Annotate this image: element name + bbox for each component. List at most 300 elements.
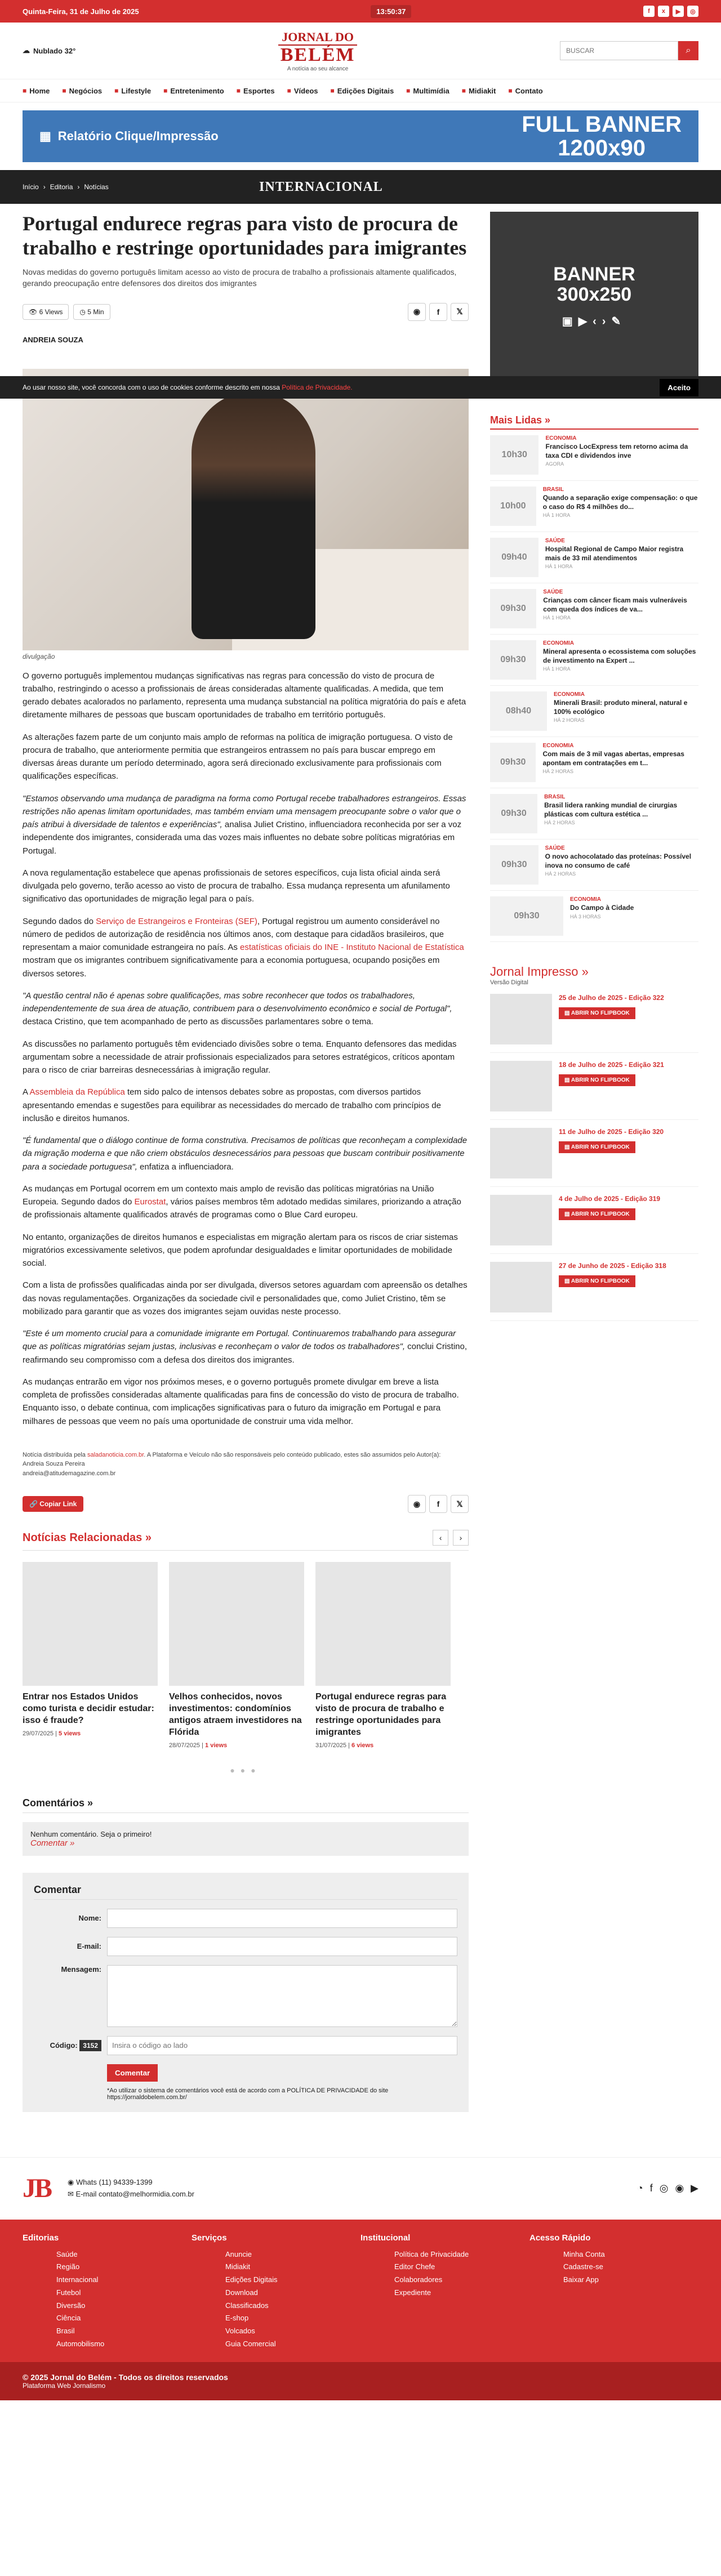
news-title: Mineral apresenta o ecossistema com soluções de investimento na Expert ... [543,648,696,664]
section-title: INTERNACIONAL [259,179,383,194]
breadcrumb [23,183,259,191]
latest-news-item[interactable] [490,840,698,891]
paragraph: Com a lista de profissões qualificadas ainda por ser divulgada, diversos setores aguardam com apreensão os detalhes das novas regulamentações. Organizações da sociedade civil e personalidades que, como Juliet Cristino, têm se mobilizado para garantir que as vozes dos imigrantes sejam ouvidas neste processo. [23,1280,468,1316]
code-label-text: Código: [50,2041,78,2050]
privacy-notice: *Ao utilizar o sistema de comentários você está de acordo com a POLÍTICA DE PRIVACIDADE do site https://jornaldobelem.com.br/ [107,2087,389,2101]
views-badge [23,304,69,320]
nav-item-9[interactable] [508,87,542,95]
nav-label: Lifestyle [121,86,152,95]
date-text: 28/07/2025 | [169,1742,206,1749]
edition-item [490,1053,698,1120]
edition-cover[interactable] [490,994,552,1044]
clock: 13:50:37 [371,5,411,18]
book-icon: ▤ [564,1144,571,1150]
no-comments-text: Nenhum comentário. Seja o primeiro! [30,1829,152,1838]
views-text: 5 views [59,1730,81,1737]
eye-icon: 👁 [29,307,39,316]
nav-label: Multimídia [413,86,449,95]
nav-label: Midiakit [468,86,496,95]
code-label [34,2041,101,2050]
news-category: ECONOMIA [543,640,575,646]
search-form [560,41,698,60]
video-icon: ■ [287,87,291,95]
nav-label: Home [29,86,50,95]
news-time: 09h30 [490,896,563,936]
comment-cta-link[interactable]: Comentar » [30,1838,75,1848]
captcha-code: 3152 [79,2040,101,2051]
open-flipbook-button[interactable] [559,1141,635,1153]
ine-link[interactable]: estatísticas oficiais do INE - Instituto Nacional de Estatística [240,943,464,953]
footer-link[interactable]: Expediente [394,2288,431,2297]
edition-name: 4 de Julho de 2025 - Edição 319 [559,1195,661,1203]
breadcrumb-sep: › [43,183,46,191]
edition-item [490,1120,698,1187]
news-time: 09h30 [490,743,536,782]
footer-bottom [0,2362,721,2400]
nav-item-8[interactable] [462,87,496,95]
related-card-date [169,1742,304,1749]
news-title: Do Campo à Cidade [570,904,634,912]
news-title: Hospital Regional de Campo Maior registra mais de 33 mil atendimentos [545,545,684,562]
paragraph: O governo português implementou mudanças significativas nas regras para concessão do visto de procura de trabalho, restringindo o acesso a profissionais de áreas consideradas altamente qualificadas. A medida, que tem gerado debates acalorados no parlamento, representa uma mudança substancial na política migratória do país e afeta diretamente milhares de pessoas que buscam oportunidades de trabalho em território português. [23,671,466,720]
related-card-date [23,1730,158,1737]
facebook-icon[interactable]: f [643,6,655,17]
breadcrumb-home[interactable]: Início [23,183,39,191]
related-card-title: Portugal endurece regras para visto de procura de trabalho e restringe oportunidades para imigrantes [315,1692,447,1737]
footer-column-title: Acesso Rápido [529,2233,591,2243]
footer-link[interactable]: Automobilismo [56,2339,105,2348]
open-flipbook-button[interactable] [559,1275,635,1287]
footer-phone: Whats (11) 94339-1399 [75,2177,153,2186]
nav-item-2[interactable] [114,87,151,95]
email-label: E-mail: [77,1942,101,1950]
nav-label: Vídeos [293,86,318,95]
footer-link[interactable]: Midiakit [225,2262,251,2271]
footer-link[interactable]: Volcados [225,2327,255,2335]
copy-link-button[interactable] [23,1496,83,1512]
edition-name: 25 de Julho de 2025 - Edição 322 [559,994,664,1002]
nav-item-5[interactable] [287,87,318,95]
nav-item-6[interactable] [331,87,394,95]
edition-item [490,1187,698,1254]
news-ago: HÁ 1 HORA [545,564,573,570]
footer-link[interactable]: Colaboradores [394,2275,443,2284]
news-category: SAÚDE [543,589,563,595]
x-share-icon[interactable]: 𝕏 [451,1495,469,1513]
footer-link[interactable]: Internacional [56,2275,99,2284]
book-icon: ▤ [564,1278,571,1284]
photo-person [192,391,315,639]
source-email: andreia@atitudemagazine.com.br [23,1470,116,1477]
site-logo[interactable] [278,30,357,72]
edition-cover[interactable] [490,1262,552,1312]
views-text: 6 views [351,1742,374,1749]
news-title: Minerali Brasil: produto mineral, natural e 100% ecológico [554,699,688,716]
news-title: Crianças com câncer ficam mais vulneráveis com queda dos índices de va... [543,596,687,613]
youtube-icon[interactable]: ▶ [691,2182,698,2194]
whatsapp-icon[interactable]: ◉ [675,2182,684,2194]
flipbook-label: ABRIR NO FLIPBOOK [571,1010,630,1016]
footer-link[interactable]: Guia Comercial [225,2339,276,2348]
edition-item [490,986,698,1053]
news-time: 09h40 [490,538,538,577]
submit-comment-button[interactable]: Comentar [107,2064,158,2082]
copy-link-label: Copiar Link [39,1500,77,1508]
footer-column [360,2233,529,2351]
edition-cover[interactable] [490,1128,552,1178]
edition-item [490,1254,698,1321]
footer-link[interactable]: Diversão [56,2301,86,2310]
facebook-share-icon[interactable]: f [429,1495,447,1513]
footer-column [192,2233,360,2351]
quote: "É fundamental que o diálogo continue de forma construtiva. Precisamos de políticas que reconheçam a complexidade da migração moderna e que não criem obstáculos desnecessários para pessoas que buscam contribuir positivamente para a sociedade portuguesa", [23,1136,468,1172]
paragraph [23,1134,469,1173]
paragraph-text: As mudanças em Portugal ocorrem em um contexto mais amplo de revisão das políticas migratórias na União Europeia. Segundo dados do [23,1184,434,1207]
news-time: 09h30 [490,640,536,680]
source-text: . A Plataforma e Veículo não são responsáveis pelo conteúdo publicado, estes são assumidos pelo Autor(a): [144,1451,441,1458]
news-title: Quando a separação exige compensação: o que o caso do R$ 4 milhões do... [542,494,698,511]
news-title: Com mais de 3 mil vagas abertas, empresas apontam em contratações em t... [542,750,684,767]
paragraph: A nova regulamentação estabelece que apenas profissionais de setores específicos, cuja lista oficial ainda será divulgada pelo governo, terão acesso ao visto de procura de trabalho. Essa mudança representa um afunilamento significativo das oportunidades de migração legal para o país. [23,868,450,904]
banner-size [522,113,682,160]
flipbook-label: ABRIR NO FLIPBOOK [571,1144,630,1150]
briefcase-icon: ■ [62,87,66,95]
latest-news-item[interactable] [490,430,698,481]
sidebar-banner-ad[interactable] [490,212,698,381]
editions-list [490,986,698,1321]
latest-news-item[interactable] [490,481,698,532]
header [0,23,721,79]
home-icon: ■ [23,87,27,95]
cookie-accept-button[interactable]: Aceito [660,379,698,396]
news-category: ECONOMIA [542,743,574,749]
news-ago: AGORA [545,461,564,467]
nav-item-3[interactable] [163,87,224,95]
footer-link[interactable]: Região [56,2262,80,2271]
footer-column [23,2233,192,2351]
news-time: 10h30 [490,435,538,475]
related-thumbnail [169,1562,304,1686]
clock-icon: ◷ [79,307,88,316]
footer-link[interactable]: Edições Digitais [225,2275,278,2284]
sef-link[interactable]: Serviço de Estrangeiros e Fronteiras (SEF) [96,916,257,926]
ad-line2: 300x250 [557,283,632,305]
flipbook-label: ABRIR NO FLIPBOOK [571,1077,630,1083]
book-icon: ▤ [564,1211,571,1217]
related-card[interactable] [169,1562,304,1748]
breadcrumb-editoria[interactable]: Editoria [50,183,73,191]
footer-social [637,2182,698,2194]
paragraph-text: destaca Cristino, que tem acompanhado de perto as discussões parlamentares sobre o tema. [23,1017,373,1027]
top-bar [0,0,721,23]
news-ago: HÁ 2 HORAS [554,717,585,724]
news-time: 09h30 [490,845,538,885]
youtube-icon[interactable]: ▶ [673,6,684,17]
date-text: 31/07/2025 | [315,1742,352,1749]
breadcrumb-sep: › [77,183,80,191]
next-arrow-icon[interactable]: › [453,1530,469,1546]
chart-icon: ▦ [39,129,51,143]
related-carousel [23,1562,469,1748]
footer-link[interactable]: Baixar App [563,2275,599,2284]
date-text: 29/07/2025 | [23,1730,59,1737]
related-card-date [315,1742,451,1749]
paragraph [23,1086,469,1125]
news-title: Brasil lidera ranking mundial de cirurgias plásticas com cultura estética ... [544,801,678,818]
latest-news-item[interactable] [490,891,698,942]
flipbook-label: ABRIR NO FLIPBOOK [571,1278,630,1284]
facebook-share-icon[interactable]: f [429,303,447,321]
latest-news-list [490,430,698,942]
related-card-title: Velhos conhecidos, novos investimentos: condomínios antigos atraem investidores na Flórida [169,1692,302,1737]
latest-news-item[interactable] [490,583,698,635]
section-bar [0,170,721,204]
open-flipbook-button[interactable] [559,1007,635,1019]
instagram-icon[interactable]: ◎ [659,2182,669,2194]
news-category: BRASIL [542,486,564,493]
article-body [23,669,469,1428]
weather-text: Nublado 32° [33,46,76,55]
source-note [23,1450,469,1479]
article-column [23,212,469,2112]
author-name: ANDREIA SOUZA [23,335,83,344]
banner-size-line1: FULL BANNER [522,112,682,137]
privacy-link[interactable]: Política de Privacidade. [282,383,353,391]
book-icon: ▤ [564,1077,571,1083]
latest-news-item[interactable] [490,532,698,583]
related-card[interactable] [23,1562,158,1748]
impresso-title: Jornal Impresso » [490,965,589,979]
message-field[interactable] [107,1965,457,2027]
footer-column [529,2233,698,2351]
views-text: 1 views [205,1742,228,1749]
article-subtitle: Novas medidas do governo português limitam acesso ao visto de procura de trabalho a profissionais altamente qualificados, gerando preocupação entre defensores dos direitos dos imigrantes [23,267,457,288]
nav-item-7[interactable] [406,87,449,95]
whatsapp-icon[interactable]: ◉ [408,1495,426,1513]
comments-title: Comentários » [23,1797,469,1813]
banner-left [39,129,219,144]
ball-icon: ■ [236,87,241,95]
paragraph-text: analisa Juliet Cristino, influenciadora reconhecida por ser a voz independente dos imigrantes, considerada uma das vozes mais influentes no debate sobre políticas migratórias em Portugal. [23,820,462,856]
news-ago: HÁ 2 HORAS [542,769,573,775]
logo-tagline: A notícia ao seu alcance [287,65,349,72]
logo-line1: JORNAL DO [278,30,357,46]
edition-name: 11 de Julho de 2025 - Edição 320 [559,1128,664,1136]
quote: "Este é um momento crucial para a comunidade imigrante em Portugal. Continuaremos trabalhando para assegurar que as políticas migratórias sejam justas, inclusivas e reconheçam o valor de todos os trabalhadores", [23,1329,456,1352]
instagram-icon[interactable]: ◎ [687,6,698,17]
paragraph-text: tem sido palco de intensos debates sobre as propostas, com diversos partidos apresentando emendas e sugestões para equilibrar as necessidades do mercado de trabalho com princípios de inclusão e direitos humanos. [23,1087,441,1123]
paragraph [23,1182,469,1222]
paragraph-text: A [23,1087,30,1097]
news-ago: HÁ 1 HORA [542,512,571,519]
rss-icon[interactable]: ◔ [637,2182,643,2194]
news-time: 10h00 [490,486,536,526]
search-icon: ⌕ [686,46,691,55]
related-card-title: Entrar nos Estados Unidos como turista e decidir estudar: isso é fraude? [23,1692,154,1725]
news-ago: HÁ 1 HORA [543,615,571,621]
media-icons: ▣▶‹›✎ [562,315,627,328]
footer-link[interactable]: Classificados [225,2301,269,2310]
current-date: Quinta-Feira, 31 de Julho de 2025 [23,7,139,16]
nav-item-0[interactable] [23,87,50,95]
name-label: Nome: [78,1914,101,1922]
book-icon: ■ [330,87,335,95]
news-ago: HÁ 2 HORAS [545,871,576,877]
x-share-icon[interactable]: 𝕏 [451,303,469,321]
nav-item-1[interactable] [62,87,102,95]
assembleia-link[interactable]: Assembleia da República [29,1087,125,1097]
footer-link[interactable]: Minha Conta [563,2249,605,2258]
eurostat-link[interactable]: Eurostat [134,1197,166,1207]
footer-link[interactable]: Ciência [56,2314,81,2323]
footer-column-title: Institucional [360,2233,411,2243]
news-time: 09h30 [490,589,536,628]
carousel-dots[interactable]: ●●● [230,1765,261,1775]
footer-link[interactable]: Saúde [56,2249,78,2258]
paragraph [23,792,469,858]
paragraph-text: mostram que os imigrantes contribuem significativamente para a economia portuguesa, ocupando posições em diversos setores. [23,956,440,979]
code-field[interactable] [107,2036,457,2055]
search-input[interactable] [560,41,678,60]
news-category: ECONOMIA [570,896,601,903]
edition-cover[interactable] [490,1195,552,1245]
read-time: 5 Min [87,307,104,316]
nav-label: Contato [515,86,543,95]
footer-logo[interactable]: JB [23,2173,51,2203]
nav-label: Entretenimento [170,86,224,95]
paragraph: As discussões no parlamento português têm evidenciado divisões sobre o tema. Enquanto defensores das medidas argumentam sobre a necessidade de atrair profissionais especializados para setores estratégicos, críticos apontam para o risco de criar barreiras desnecessárias à imigração regular. [23,1039,457,1075]
footer-top [0,2157,721,2220]
weather-widget [23,46,75,55]
nav-item-4[interactable] [237,87,275,95]
footer-link[interactable]: Futebol [56,2288,81,2297]
footer-column-title: Serviços [192,2233,227,2243]
cookie-text [23,383,353,391]
footer-link[interactable]: Anuncie [225,2249,252,2258]
ad-line1: BANNER [553,263,635,285]
share-buttons [408,303,469,321]
article-photo [23,369,469,650]
paragraph [23,989,469,1029]
open-flipbook-button[interactable] [559,1074,635,1086]
comments-section [23,1797,469,2112]
email-field[interactable] [107,1937,457,1956]
footer-column-title: Editorias [23,2233,59,2243]
search-button[interactable] [678,41,698,60]
quote: "Estamos observando uma mudança de paradigma na forma como Portugal recebe trabalhadores estrangeiros. Essas restrições não apenas limitam oportunidades, mas também enviam uma mensagem preocupante sobre o valor que o país atribui à diversidade de talentos e experiências", [23,793,466,830]
footer-link[interactable]: Política de Privacidade [394,2249,469,2258]
news-category: ECONOMIA [545,435,577,441]
footer-contact [68,2177,637,2200]
logo-line2: BELÉM [280,44,355,65]
edition-name: 18 de Julho de 2025 - Edição 321 [559,1061,664,1069]
source-author: Andreia Souza Pereira [23,1461,85,1468]
latest-news-item[interactable] [490,737,698,788]
message-label: Mensagem: [61,1965,101,1974]
article-title: Portugal endurece regras para visto de procura de trabalho e restringe oportunidades para imigrantes [23,212,467,260]
views-count: 6 Views [39,307,63,316]
quote: "A questão central não é apenas sobre qualificações, mas sobre reconhecer que todos os trabalhadores, independentemente de sua área de atuação, contribuem para o desenvolvimento econômico e social de Portugal", [23,990,452,1014]
news-title: O novo achocolatado das proteínas: Possível inova no consumo de café [545,852,692,869]
comment-form-title: Comentar [34,1884,457,1900]
open-flipbook-button[interactable] [559,1208,635,1220]
footer-link[interactable]: Brasil [56,2327,75,2335]
paragraph: No entanto, organizações de direitos humanos e especialistas em migração alertam para os riscos de criar sistemas migratórios excessivamente seletivos, que podem aprofundar desigualdades e limitar oportunidades de mobilidade social. [23,1232,458,1269]
sidebar [490,212,698,2112]
book-icon: ▤ [564,1010,571,1016]
mail-icon: ✉ [68,2189,76,2198]
paragraph: As alterações fazem parte de um conjunto mais amplo de reformas na política de imigração portuguesa. O visto de procura de trabalho, que anteriormente permitia que estrangeiros entrassem no país para buscar emprego em diversas áreas durante um período determinado, agora será direcionado exclusivamente para profissionais com qualificações específicas. [23,732,453,782]
edition-cover[interactable] [490,1061,552,1111]
paragraph [23,1327,469,1367]
film-icon: ■ [163,87,168,95]
platform-text: Plataforma Web Jornalismo [23,2381,106,2390]
source-link[interactable]: saladanoticia.com.br [87,1451,144,1458]
news-time: 09h30 [490,794,537,833]
source-text: Notícia distribuída pela [23,1451,87,1458]
footer-link[interactable]: Editor Chefe [394,2262,435,2271]
flipbook-label: ABRIR NO FLIPBOOK [571,1211,630,1217]
whatsapp-icon[interactable]: ◉ [408,303,426,321]
news-category: SAÚDE [545,538,565,544]
chart-icon: ■ [461,87,466,95]
paragraph [23,915,469,980]
related-thumbnail [23,1562,158,1686]
prev-arrow-icon[interactable]: ‹ [433,1530,448,1546]
full-banner-ad[interactable] [23,110,698,162]
name-field[interactable] [107,1909,457,1928]
footer-link[interactable]: Cadastre-se [563,2262,603,2271]
read-time-badge [73,304,110,320]
camera-icon: ■ [406,87,411,95]
x-icon[interactable]: x [658,6,669,17]
edition-name: 27 de Junho de 2025 - Edição 318 [559,1262,666,1270]
footer-link[interactable]: Download [225,2288,258,2297]
footer-email: E-mail contato@melhormidia.com.br [75,2189,194,2198]
related-card[interactable] [315,1562,451,1748]
paragraph-text: , Portugal registrou um aumento considerável no número de pedidos de autorização de residência nos últimos anos, com destaque para cidadãos brasileiros, que representam a maior comunidade estrangeira no país. As [23,916,444,953]
footer-link[interactable]: E-shop [225,2314,249,2323]
banner-left-text: Relatório Clique/Impressão [57,129,219,143]
top-social-links [643,6,698,17]
no-comments-box [23,1822,469,1856]
nav-label: Edições Digitais [337,86,394,95]
phone-icon: ■ [508,87,513,95]
latest-title: Mais Lidas » [490,414,698,430]
cookie-message: Ao usar nosso site, você concorda com o uso de cookies conforme descrito em nossa [23,383,282,391]
paragraph-text: Segundo dados do [23,916,96,926]
latest-news-item[interactable] [490,788,698,840]
related-thumbnail [315,1562,451,1686]
whatsapp-icon: ◉ [68,2177,76,2186]
main-nav [0,79,721,102]
news-time: 08h40 [490,691,547,731]
share-buttons-bottom [408,1495,469,1513]
facebook-icon[interactable]: f [649,2182,653,2194]
footer-links [0,2220,721,2362]
star-icon: ■ [114,87,119,95]
latest-news-item[interactable] [490,686,698,737]
news-ago: HÁ 2 HORAS [544,820,575,826]
news-ago: HÁ 3 HORAS [570,913,601,919]
news-category: ECONOMIA [554,691,585,698]
latest-news-item[interactable] [490,635,698,686]
nav-label: Negócios [69,86,103,95]
banner-size-line2: 1200x90 [558,136,646,160]
related-header [23,1530,469,1551]
paragraph-text: conclui Cristino, reafirmando seu compromisso com a defesa dos direitos dos imigrantes. [23,1342,468,1365]
breadcrumb-noticias[interactable]: Notícias [84,183,109,191]
